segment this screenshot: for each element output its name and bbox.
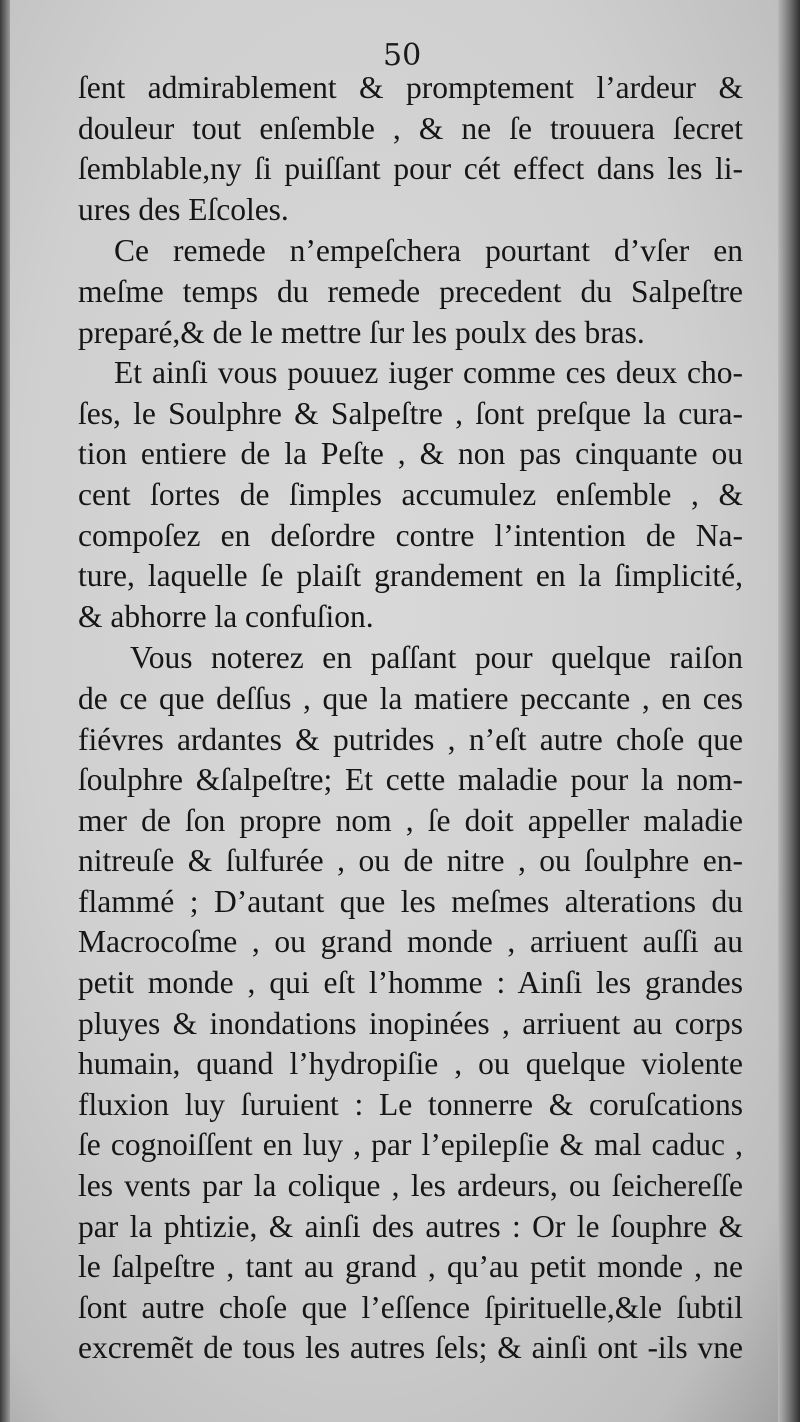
text-line: preparé,& de le mettre ſur les poulx des bras. — [78, 314, 645, 350]
paragraph-first-line: Et ainſi vous pouuez iuger comme ces deux cho- — [114, 355, 743, 391]
text-line: pluyes & inondations inopinées , arriuent au corps — [78, 1005, 743, 1041]
text-line: Macrocoſme , ou grand monde , arriuent auſſi au — [78, 924, 743, 960]
text-line: mer de ſon propre nom , ſe doit appeller maladie — [78, 802, 743, 838]
text-line: flammé ; D’autant que les meſmes alterations du — [78, 883, 743, 919]
text-line: & abhorre la confuſion. — [78, 598, 374, 634]
text-line: petit monde , qui eſt l’homme : Ainſi les grandes — [78, 965, 743, 1001]
page-right-shadow — [778, 0, 800, 1422]
text-line: ures des Eſcoles. — [78, 191, 289, 227]
text-line: ſent admirablement & promptement l’ardeur & — [78, 70, 743, 105]
text-line: nitreuſe & ſulfurée , ou de nitre , ou ſoulphre en- — [78, 843, 743, 879]
text-line: ſont autre choſe que l’eſſence ſpirituelle,&le ſubtil — [78, 1289, 743, 1325]
paragraph-first-line: Vous noterez en paſſant pour quelque raiſon — [130, 640, 743, 676]
text-line: par la phtizie, & ainſi des autres : Or le ſouphre & — [78, 1208, 743, 1244]
text-line: ſes, le Soulphre & Salpeſtre , ſont preſque la cura- — [78, 395, 743, 431]
text-line: humain, quand l’hydropiſie , ou quelque violente — [78, 1046, 743, 1082]
text-line: cent ſortes de ſimples accumulez enſemble , & — [78, 476, 743, 512]
text-line: compoſez en deſordre contre l’intention de Na- — [78, 517, 743, 553]
text-line: les vents par la colique , les ardeurs, ou ſeichereſſe — [78, 1168, 743, 1204]
paragraph-first-line: Ce remede n’empeſchera pourtant d’vſer en — [114, 233, 743, 269]
text-line: douleur tout enſemble , & ne ſe trouuera ſecret — [78, 110, 743, 146]
text-line: ſemblable,ny ſi puiſſant pour cét effect dans les li- — [78, 151, 743, 187]
text-line: le ſalpeſtre , tant au grand , qu’au petit monde , ne — [78, 1249, 743, 1285]
text-line: ſoulphre &ſalpeſtre; Et cette maladie pour la nom- — [78, 762, 743, 798]
text-line: fluxion luy ſuruient : Le tonnerre & coruſcations — [78, 1086, 743, 1122]
text-line: fiévres ardantes & putrides , n’eſt autre choſe que — [78, 721, 743, 757]
text-line: tion entiere de la Peſte , & non pas cinquante ou — [78, 436, 743, 472]
text-line: de ce que deſſus , que la matiere peccante , en ces — [78, 680, 743, 716]
text-line: meſme temps du remede precedent du Salpeſtre — [78, 273, 743, 309]
text-line: ture, laquelle ſe plaiſt grandement en la ſimplicité, — [78, 558, 743, 594]
page-number: 50 — [383, 38, 422, 73]
text-line: excremẽt de tous les autres ſels; & ainſi ont -ils vne — [78, 1330, 743, 1366]
page-left-shadow — [0, 0, 10, 1422]
body-text — [78, 68, 743, 1369]
text-line: ſe cognoiſſent en luy , par l’epilepſie & mal caduc , — [78, 1127, 743, 1163]
